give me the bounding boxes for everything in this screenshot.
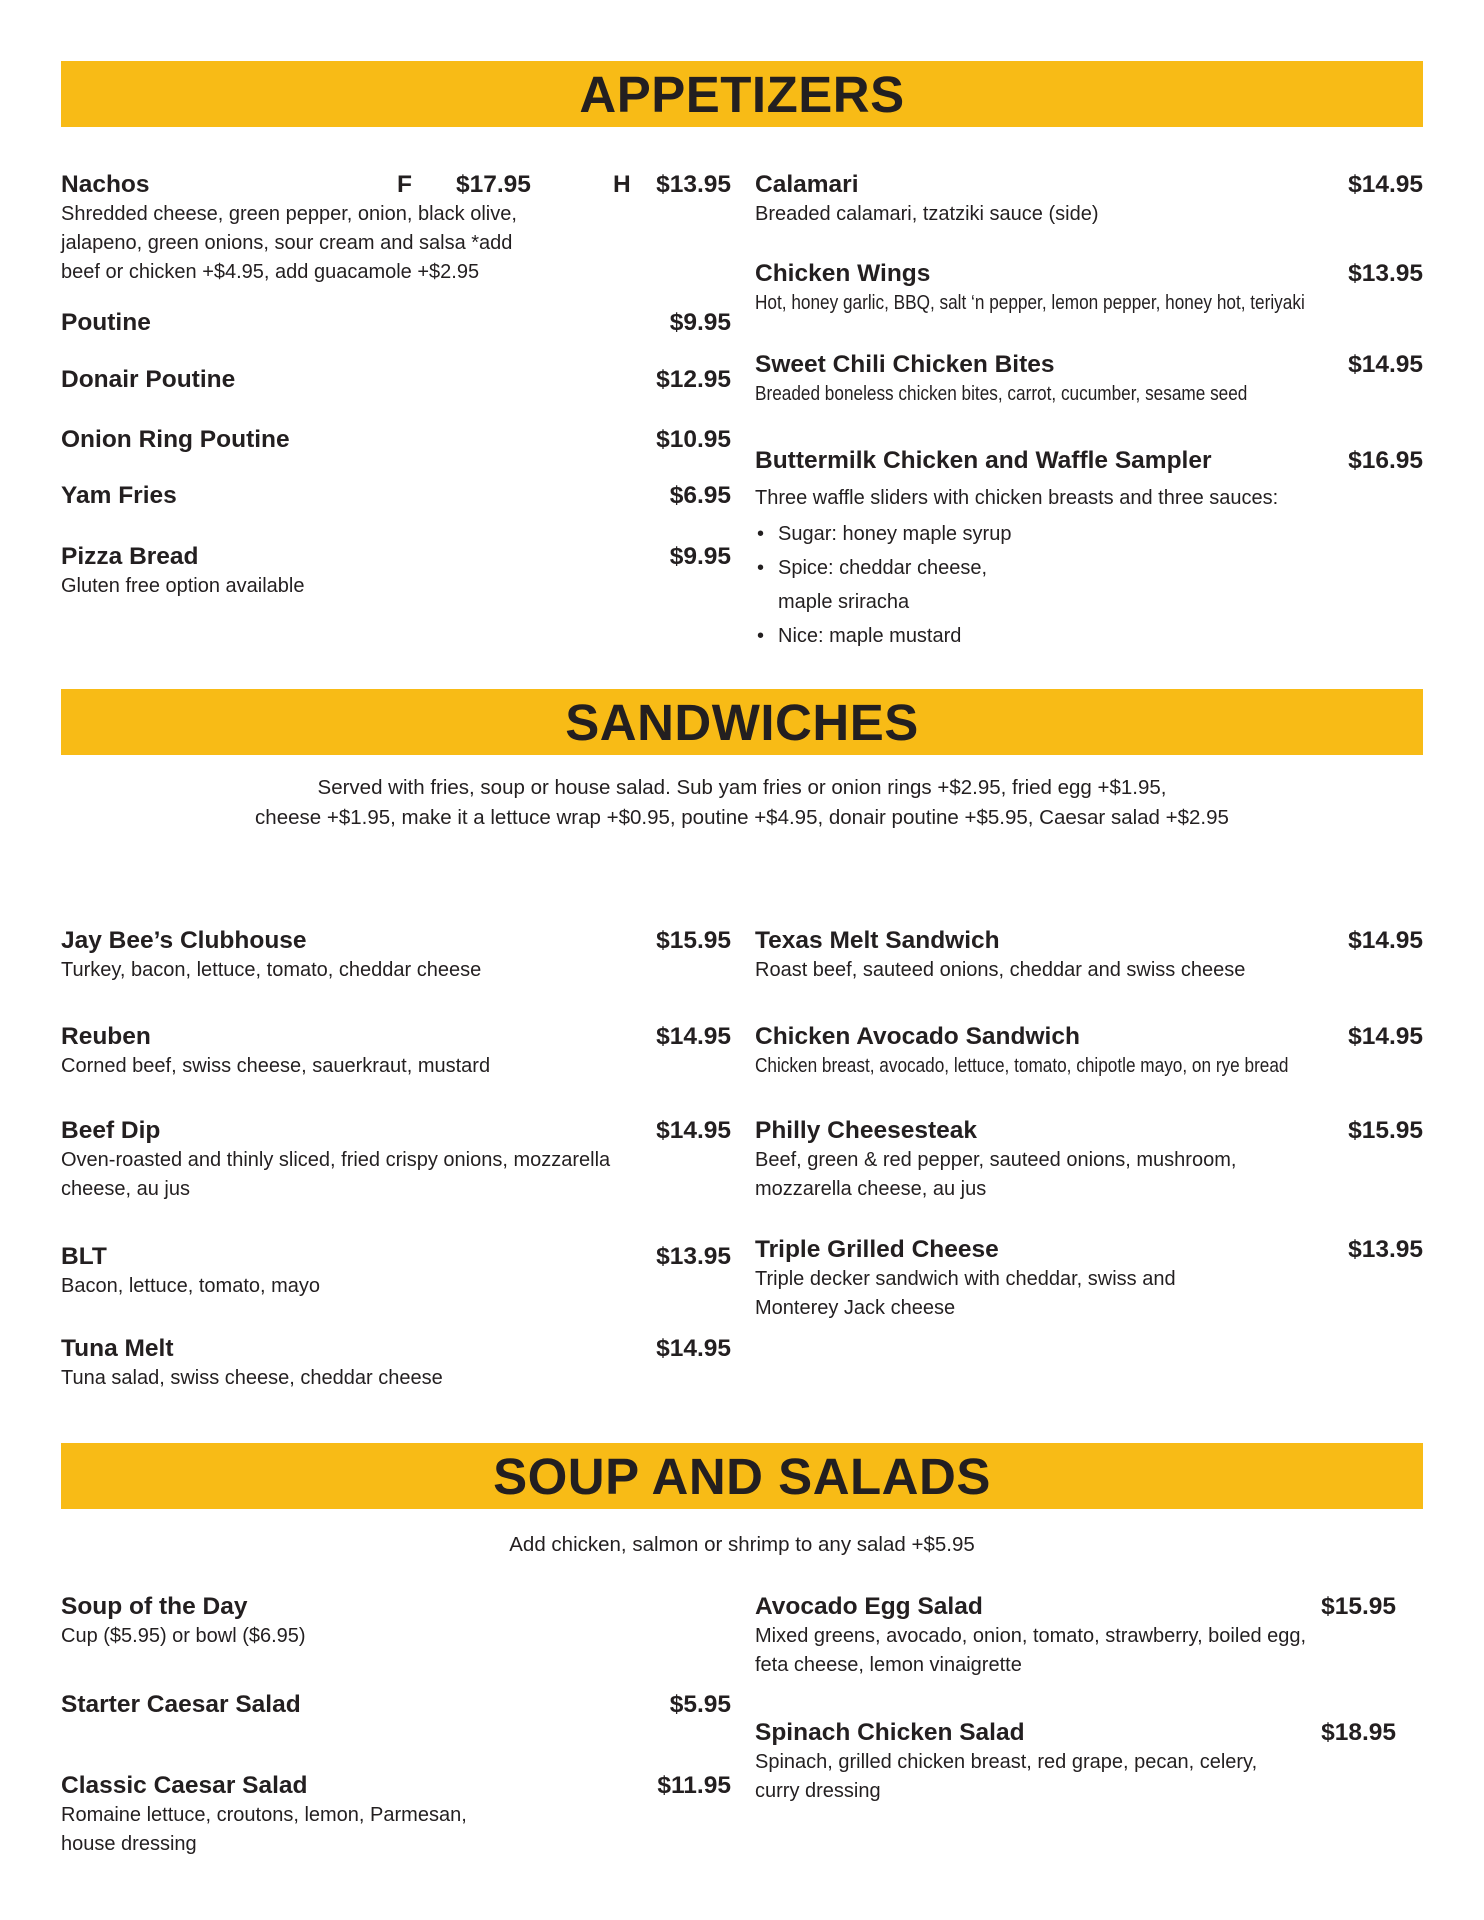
item-name: Chicken Avocado Sandwich	[755, 1023, 1080, 1050]
sandwiches-header	[61, 689, 1423, 755]
appetizers-header	[61, 61, 1423, 127]
item-description: Cup ($5.95) or bowl ($6.95)	[61, 1625, 306, 1647]
menu-item-blt	[61, 1242, 731, 1301]
menu-item-spinach-chicken-salad	[755, 1718, 1396, 1806]
item-name: Tuna Melt	[61, 1335, 174, 1362]
item-name: Texas Melt Sandwich	[755, 927, 1000, 954]
menu-item-soup-of-the-day	[61, 1592, 731, 1651]
menu-item-tuna-melt	[61, 1334, 731, 1393]
item-price: $11.95	[657, 1772, 731, 1799]
item-price: $16.95	[1348, 447, 1423, 474]
item-price: $6.95	[669, 482, 731, 509]
menu-item-onion-ring-poutine	[61, 425, 731, 455]
item-name: Jay Bee’s Clubhouse	[61, 927, 307, 954]
item-description: Beef, green & red pepper, sauteed onions, mushroom, mozzarella cheese, au jus	[755, 1149, 1237, 1200]
menu-item-calamari	[755, 170, 1423, 229]
sandwiches-intro-line-2: cheese +$1.95, make it a lettuce wrap +$0.95, poutine +$4.95, donair poutine +$5.95, Caesar salad +$2.95	[255, 806, 1229, 829]
item-name: Poutine	[61, 309, 151, 336]
item-name: Starter Caesar Salad	[61, 1691, 301, 1718]
item-name: Pizza Bread	[61, 543, 199, 570]
item-description: Oven-roasted and thinly sliced, fried crispy onions, mozzarella cheese, au jus	[61, 1149, 611, 1200]
item-description: Triple decker sandwich with cheddar, swiss and Monterey Jack cheese	[755, 1268, 1176, 1319]
item-price: $14.95	[1348, 351, 1423, 378]
item-name: Beef Dip	[61, 1117, 161, 1144]
sandwiches-title: SANDWICHES	[565, 693, 919, 751]
soup-salads-intro: Add chicken, salmon or shrimp to any salad +$5.95	[509, 1533, 975, 1556]
item-price: $18.95	[1321, 1719, 1396, 1746]
half-size-label: H	[613, 171, 631, 198]
menu-item-classic-caesar-salad	[61, 1771, 731, 1859]
item-price: $14.95	[1348, 171, 1423, 198]
item-description: Spinach, grilled chicken breast, red grape, pecan, celery, curry dressing	[755, 1751, 1258, 1802]
menu-item-poutine	[61, 308, 731, 338]
menu-item-starter-caesar-salad	[61, 1690, 731, 1720]
item-name: BLT	[61, 1243, 107, 1270]
item-name: Reuben	[61, 1023, 151, 1050]
menu-item-texas-melt-sandwich	[755, 926, 1423, 985]
item-price: $14.95	[1348, 927, 1423, 954]
item-price: $14.95	[656, 1117, 731, 1144]
item-name: Triple Grilled Cheese	[755, 1236, 999, 1263]
item-price: $9.95	[669, 309, 731, 336]
item-description: Romaine lettuce, croutons, lemon, Parmesan, house dressing	[61, 1804, 467, 1855]
menu-item-triple-grilled-cheese	[755, 1235, 1423, 1323]
sauce-item: • Spice: cheddar cheese, maple sriracha	[755, 551, 1015, 619]
soup-salads-header	[61, 1443, 1423, 1509]
menu-item-reuben	[61, 1022, 731, 1081]
menu-item-pizza-bread	[61, 542, 731, 601]
item-name: Avocado Egg Salad	[755, 1593, 983, 1620]
item-name: Yam Fries	[61, 482, 177, 509]
item-description: Chicken breast, avocado, lettuce, tomato, chipotle mayo, on rye bread	[755, 1055, 1289, 1077]
item-description: Breaded calamari, tzatziki sauce (side)	[755, 203, 1099, 225]
item-description: Corned beef, swiss cheese, sauerkraut, mustard	[61, 1055, 491, 1077]
menu-item-philly-cheesesteak	[755, 1116, 1423, 1204]
item-description: Three waffle sliders with chicken breasts and three sauces:	[755, 487, 1279, 509]
item-description: Turkey, bacon, lettuce, tomato, cheddar cheese	[61, 959, 482, 981]
item-description: Shredded cheese, green pepper, onion, black olive, jalapeno, green onions, sour cream and salsa *add beef or chicken +$4.95, add guacamole +$2.95	[61, 203, 517, 283]
item-description: Roast beef, sauteed onions, cheddar and swiss cheese	[755, 959, 1246, 981]
item-price: $5.95	[669, 1691, 731, 1718]
item-description: Bacon, lettuce, tomato, mayo	[61, 1275, 321, 1297]
menu-item-yam-fries	[61, 481, 731, 511]
full-size-price: $17.95	[456, 171, 531, 198]
item-name: Chicken Wings	[755, 260, 931, 287]
menu-item-sweet-chili-chicken-bites	[755, 350, 1423, 409]
sandwiches-intro-line-1: Served with fries, soup or house salad. Sub yam fries or onion rings +$2.95, fried egg +$1.95,	[317, 776, 1167, 799]
menu-item-jay-bees-clubhouse	[61, 926, 731, 985]
item-price: $9.95	[669, 543, 731, 570]
soup-salads-title: SOUP AND SALADS	[493, 1447, 991, 1505]
menu-item-chicken-avocado-sandwich	[755, 1022, 1423, 1081]
item-name: Spinach Chicken Salad	[755, 1719, 1025, 1746]
menu-item-chicken-waffle-sampler	[755, 446, 1423, 653]
item-price: $14.95	[1348, 1023, 1423, 1050]
item-description: Gluten free option available	[61, 575, 305, 597]
menu-item-beef-dip	[61, 1116, 731, 1204]
item-name: Soup of the Day	[61, 1593, 248, 1620]
item-price: $14.95	[656, 1023, 731, 1050]
half-size-price: $13.95	[656, 171, 731, 198]
sauce-item: • Sugar: honey maple syrup	[755, 517, 1015, 551]
item-price: $14.95	[656, 1335, 731, 1362]
menu-item-donair-poutine	[61, 365, 731, 395]
item-name: Classic Caesar Salad	[61, 1772, 308, 1799]
item-name: Philly Cheesesteak	[755, 1117, 977, 1144]
item-name: Sweet Chili Chicken Bites	[755, 351, 1055, 378]
item-price: $10.95	[656, 426, 731, 453]
item-price: $13.95	[656, 1243, 731, 1270]
item-price: $15.95	[1348, 1117, 1423, 1144]
item-name: Donair Poutine	[61, 366, 236, 393]
item-description: Hot, honey garlic, BBQ, salt ‘n pepper, lemon pepper, honey hot, teriyaki	[755, 292, 1305, 314]
full-size-label: F	[397, 171, 412, 198]
appetizers-title: APPETIZERS	[579, 65, 905, 123]
item-price: $13.95	[1348, 1236, 1423, 1263]
item-name: Nachos	[61, 171, 150, 198]
menu-item-nachos	[61, 170, 731, 287]
item-description: Mixed greens, avocado, onion, tomato, strawberry, boiled egg, feta cheese, lemon vinaigrette	[755, 1625, 1307, 1676]
sandwiches-intro	[61, 773, 1423, 833]
item-price: $12.95	[656, 366, 731, 393]
sauce-item: • Nice: maple mustard	[755, 619, 1015, 653]
item-price: $15.95	[1321, 1593, 1396, 1620]
item-name: Buttermilk Chicken and Waffle Sampler	[755, 447, 1212, 474]
item-price: $13.95	[1348, 260, 1423, 287]
item-name: Calamari	[755, 171, 859, 198]
item-price: $15.95	[656, 927, 731, 954]
sauce-list	[755, 517, 1015, 653]
item-name: Onion Ring Poutine	[61, 426, 290, 453]
item-description: Tuna salad, swiss cheese, cheddar cheese	[61, 1367, 443, 1389]
menu-item-avocado-egg-salad	[755, 1592, 1396, 1680]
menu-item-chicken-wings	[755, 259, 1423, 318]
item-description: Breaded boneless chicken bites, carrot, cucumber, sesame seed	[755, 383, 1248, 405]
